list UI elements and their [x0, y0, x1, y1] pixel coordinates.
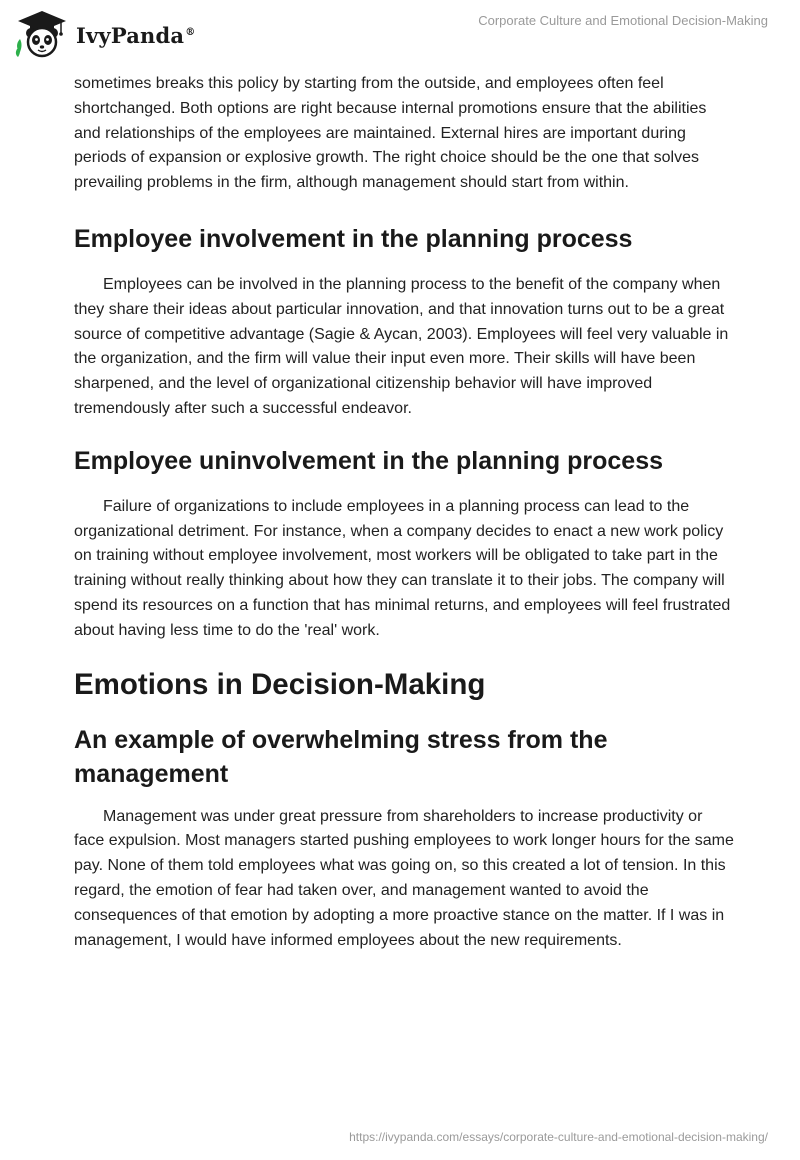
- logo-wordmark: IvyPanda®: [76, 22, 196, 48]
- paragraph-promotion-policy: sometimes breaks this policy by starting from the outside, and employees often feel shortchanged. Both options are right because internal promotions ensure that the abilities and relationships of the employees are maintained. External hires are important during periods of expansion or explosive growth. The right choice should be the one that solves prevailing problems in the firm, although management should start from within.: [74, 75, 707, 192]
- heading-emotions-decision-making: Emotions in Decision-Making: [74, 667, 486, 701]
- paragraph-employee-involvement: Employees can be involved in the planning process to the benefit of the company when they share their ideas about particular innovation, and that innovation turns out to be a great source of competitive advantage (Sagie & Aycan, 2003). Employees will feel very valuable in the organization, and the firm will value their input even more. Their skills will have been sharpened, and the level of organizational citizenship behavior will have improved tremendously after such a successful endeavor.: [74, 275, 729, 417]
- panda-logo-icon: [14, 9, 70, 59]
- page-header: [0, 0, 800, 70]
- essay-content: [74, 72, 734, 953]
- heading-employee-uninvolvement: Employee uninvolvement in the planning process: [74, 446, 664, 475]
- document-title: Corporate Culture and Emotional Decision-Making: [478, 13, 768, 28]
- paragraph-overwhelming-stress: Management was under great pressure from shareholders to increase productivity or face expulsion. Most managers started pushing employees to work longer hours for the same pay. None of them told employees what was going on, so this created a lot of tension. In this regard, the emotion of fear had taken over, and management wanted to avoid the consequences of that emotion by adopting a more proactive stance on the matter. If I was in management, I would have informed employees about the new requirements.: [74, 807, 734, 949]
- heading-employee-involvement: Employee involvement in the planning process: [74, 224, 633, 253]
- paragraph-employee-uninvolvement: Failure of organizations to include employees in a planning process can lead to the organizational detriment. For instance, when a company decides to enact a new work policy on training without employee involvement, most workers will be obligated to take part in the training without really thinking about how they can translate it to their jobs. The company will spend its resources on a function that has minimal returns, and employees will feel frustrated about having less time to do the 'real' work.: [74, 497, 731, 639]
- source-url[interactable]: https://ivypanda.com/essays/corporate-culture-and-emotional-decision-making/: [349, 1130, 768, 1144]
- ivypanda-logo[interactable]: [14, 9, 195, 59]
- heading-overwhelming-stress: An example of overwhelming stress from the management: [74, 725, 608, 788]
